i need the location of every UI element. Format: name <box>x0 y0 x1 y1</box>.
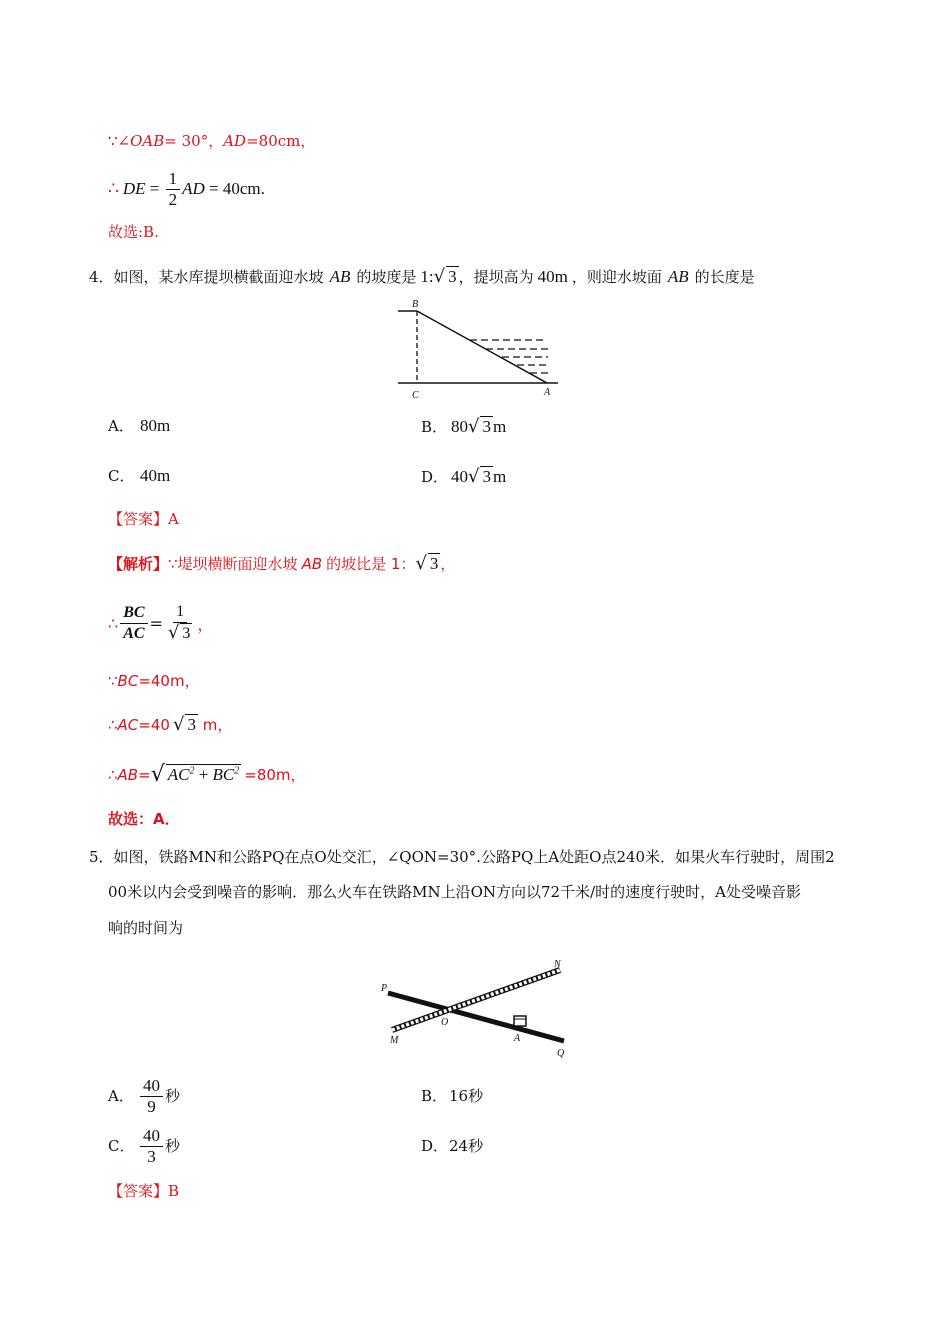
segment-ab: AB <box>117 765 139 784</box>
q5-stem-line-2: 00米以内会受到噪音的影响．那么火车在铁路MN上沿ON方向以72千米/时的速度行驶时，A处受噪音影 <box>108 883 801 901</box>
q5-stem-line-3: 响的时间为 <box>108 919 184 937</box>
segment-bc: BC <box>117 672 139 690</box>
q4-option-b[interactable] <box>421 416 506 437</box>
segment-ad: AD <box>182 179 205 198</box>
railway-figure <box>378 955 578 1065</box>
question-number: 4． <box>89 267 114 286</box>
segment-ab: AB <box>329 266 351 286</box>
option-letter: B． <box>421 1087 448 1105</box>
fraction <box>140 1126 163 1167</box>
q4-analysis-line-3 <box>108 670 200 691</box>
dam-height: 40m <box>537 266 568 286</box>
analysis-text: ∵堤坝横断面迎水坡 <box>168 555 298 573</box>
result-value: =80m， <box>244 766 306 784</box>
sqrt-icon: √ <box>468 415 480 437</box>
label-o: O <box>441 1017 449 1028</box>
fraction-bc-ac <box>120 603 147 644</box>
answer-value: B <box>168 1182 180 1200</box>
q4-analysis-line-2 <box>108 597 213 649</box>
prev-choice: 故选:B. <box>108 223 159 241</box>
result-value: = 40cm. <box>204 179 265 198</box>
segment-bc: BC <box>212 765 235 784</box>
segment-value: =80cm， <box>246 132 316 150</box>
sqrt-radicand: 3 <box>187 715 196 734</box>
sqrt-icon: √ <box>150 762 165 787</box>
q4-answer <box>108 509 179 529</box>
label-b: B <box>412 299 419 310</box>
stem-part: 如图，铁路MN和公路PQ在点O处交汇，∠QON=30°.公路PQ上A处距O点240米．如果火车行驶时，周围2 <box>113 848 835 866</box>
q4-stem <box>89 266 755 287</box>
fraction-numerator: 40 <box>140 1076 163 1097</box>
sqrt-radicand: 3 <box>482 417 491 436</box>
equals-value: =40 <box>138 715 170 734</box>
label-q: Q <box>557 1048 565 1059</box>
equals: = <box>145 179 164 198</box>
prev-line-2 <box>108 166 265 212</box>
fraction-denominator: 3 <box>147 1146 156 1166</box>
therefore-symbol: ∴ <box>108 715 118 734</box>
prev-line-1 <box>108 131 315 151</box>
answer-value: A <box>168 510 179 528</box>
therefore-symbol: ∴ <box>108 179 119 198</box>
fraction-numerator: BC <box>120 603 147 624</box>
q5-option-b[interactable] <box>421 1086 483 1106</box>
segment-name: AD <box>223 132 247 150</box>
therefore-symbol: ∴ <box>108 613 119 633</box>
answer-tag: 【答案】 <box>108 510 169 528</box>
fraction-half <box>166 169 181 210</box>
dam-figure <box>390 295 560 403</box>
option-value: 16秒 <box>449 1087 484 1105</box>
option-value: 24秒 <box>449 1137 484 1155</box>
sqrt-icon: √ <box>433 265 446 287</box>
analysis-text: 的坡比是 1： <box>326 555 416 573</box>
slope-ab <box>417 311 547 383</box>
unit: m， <box>197 716 233 734</box>
option-unit: m <box>492 416 507 436</box>
option-letter: A． <box>108 417 134 435</box>
fraction-denominator: 2 <box>168 189 178 209</box>
option-unit: m <box>492 466 507 486</box>
question-number: 5． <box>89 848 114 866</box>
punct: ， <box>440 555 456 573</box>
q4-analysis-line-4 <box>108 714 232 735</box>
angle-name: OAB <box>130 132 165 150</box>
label-n: N <box>554 959 561 970</box>
label-a: A <box>514 1033 521 1044</box>
sqrt-radicand: 3 <box>429 554 439 573</box>
sqrt-radicand: 3 <box>448 267 457 286</box>
segment-value: =40m， <box>138 672 200 690</box>
label-m: M <box>390 1035 399 1046</box>
label-a: A <box>544 387 551 398</box>
sqrt-icon: √ <box>172 714 185 735</box>
fraction-denominator: AC <box>123 624 145 642</box>
water-lines <box>470 340 548 373</box>
q5-option-c[interactable] <box>108 1124 180 1168</box>
equals: = <box>138 765 151 784</box>
option-unit: 秒 <box>165 1137 181 1155</box>
option-unit: 秒 <box>165 1087 181 1105</box>
answer-tag: 【答案】 <box>108 1182 169 1200</box>
fraction-numerator: 1 <box>173 602 187 623</box>
fraction-one-over-sqrt3 <box>165 602 195 644</box>
q5-stem-line-1 <box>89 847 835 867</box>
q5-option-a[interactable] <box>108 1074 180 1118</box>
ratio: 1: <box>420 266 434 286</box>
option-value: 80m <box>140 416 171 435</box>
q4-analysis-line-1 <box>108 553 455 574</box>
sqrt-icon: √ <box>415 553 427 574</box>
punct: ， <box>197 614 214 634</box>
option-letter: A． <box>108 1087 134 1105</box>
exponent: 2 <box>234 765 240 777</box>
therefore-symbol: ∴ <box>108 765 118 784</box>
stem-part: ，提坝高为 <box>458 267 534 286</box>
option-coefficient: 80 <box>451 416 468 436</box>
label-p: P <box>381 983 388 994</box>
q4-option-a[interactable] <box>108 416 170 436</box>
analysis-tag: 【解析】 <box>108 555 169 573</box>
angle-value: = 30°， <box>164 132 224 150</box>
exponent: 2 <box>189 765 195 777</box>
option-coefficient: 40 <box>451 466 468 486</box>
option-letter: C． <box>108 1137 135 1155</box>
because-symbol: ∵∠ <box>108 132 131 150</box>
segment-ab: AB <box>301 554 323 573</box>
q4-choice: 故选：A． <box>108 810 180 828</box>
sqrt-radicand: 3 <box>182 625 191 642</box>
q5-option-d[interactable] <box>421 1136 483 1156</box>
equals: = <box>149 613 163 633</box>
fraction-numerator: 1 <box>166 169 181 190</box>
sqrt-icon: √ <box>167 622 180 643</box>
stem-part: 如图，某水库提坝横截面迎水坡 <box>113 267 324 286</box>
q5-answer <box>108 1181 179 1201</box>
q4-option-d[interactable] <box>421 466 506 487</box>
stem-part: 的坡度是 <box>356 267 417 286</box>
sqrt-icon: √ <box>468 465 480 487</box>
sqrt-radicand: 3 <box>482 467 491 486</box>
stem-part: 的长度是 <box>694 267 755 286</box>
sqrt-expression <box>166 764 242 785</box>
because-symbol: ∵ <box>108 672 118 690</box>
option-letter: D． <box>421 1137 449 1155</box>
fraction-denominator: 9 <box>147 1096 156 1116</box>
label-c: C <box>412 390 419 401</box>
q4-analysis-line-5 <box>108 762 306 787</box>
segment-ac: AC <box>167 765 190 784</box>
segment-ac: AC <box>117 715 139 734</box>
option-letter: C． <box>108 467 135 485</box>
q4-option-c[interactable] <box>108 466 170 486</box>
fraction <box>140 1076 163 1117</box>
segment-ab: AB <box>667 266 689 286</box>
fraction-numerator: 40 <box>140 1126 163 1147</box>
segment-de: DE <box>122 179 146 198</box>
house-icon <box>514 1016 526 1026</box>
option-value: 40m <box>140 466 171 485</box>
option-letter: D． <box>421 467 449 486</box>
option-letter: B． <box>421 417 448 436</box>
plus: + <box>194 765 213 784</box>
fraction-denominator <box>165 623 195 644</box>
stem-part: ，则迎水坡面 <box>571 267 662 286</box>
